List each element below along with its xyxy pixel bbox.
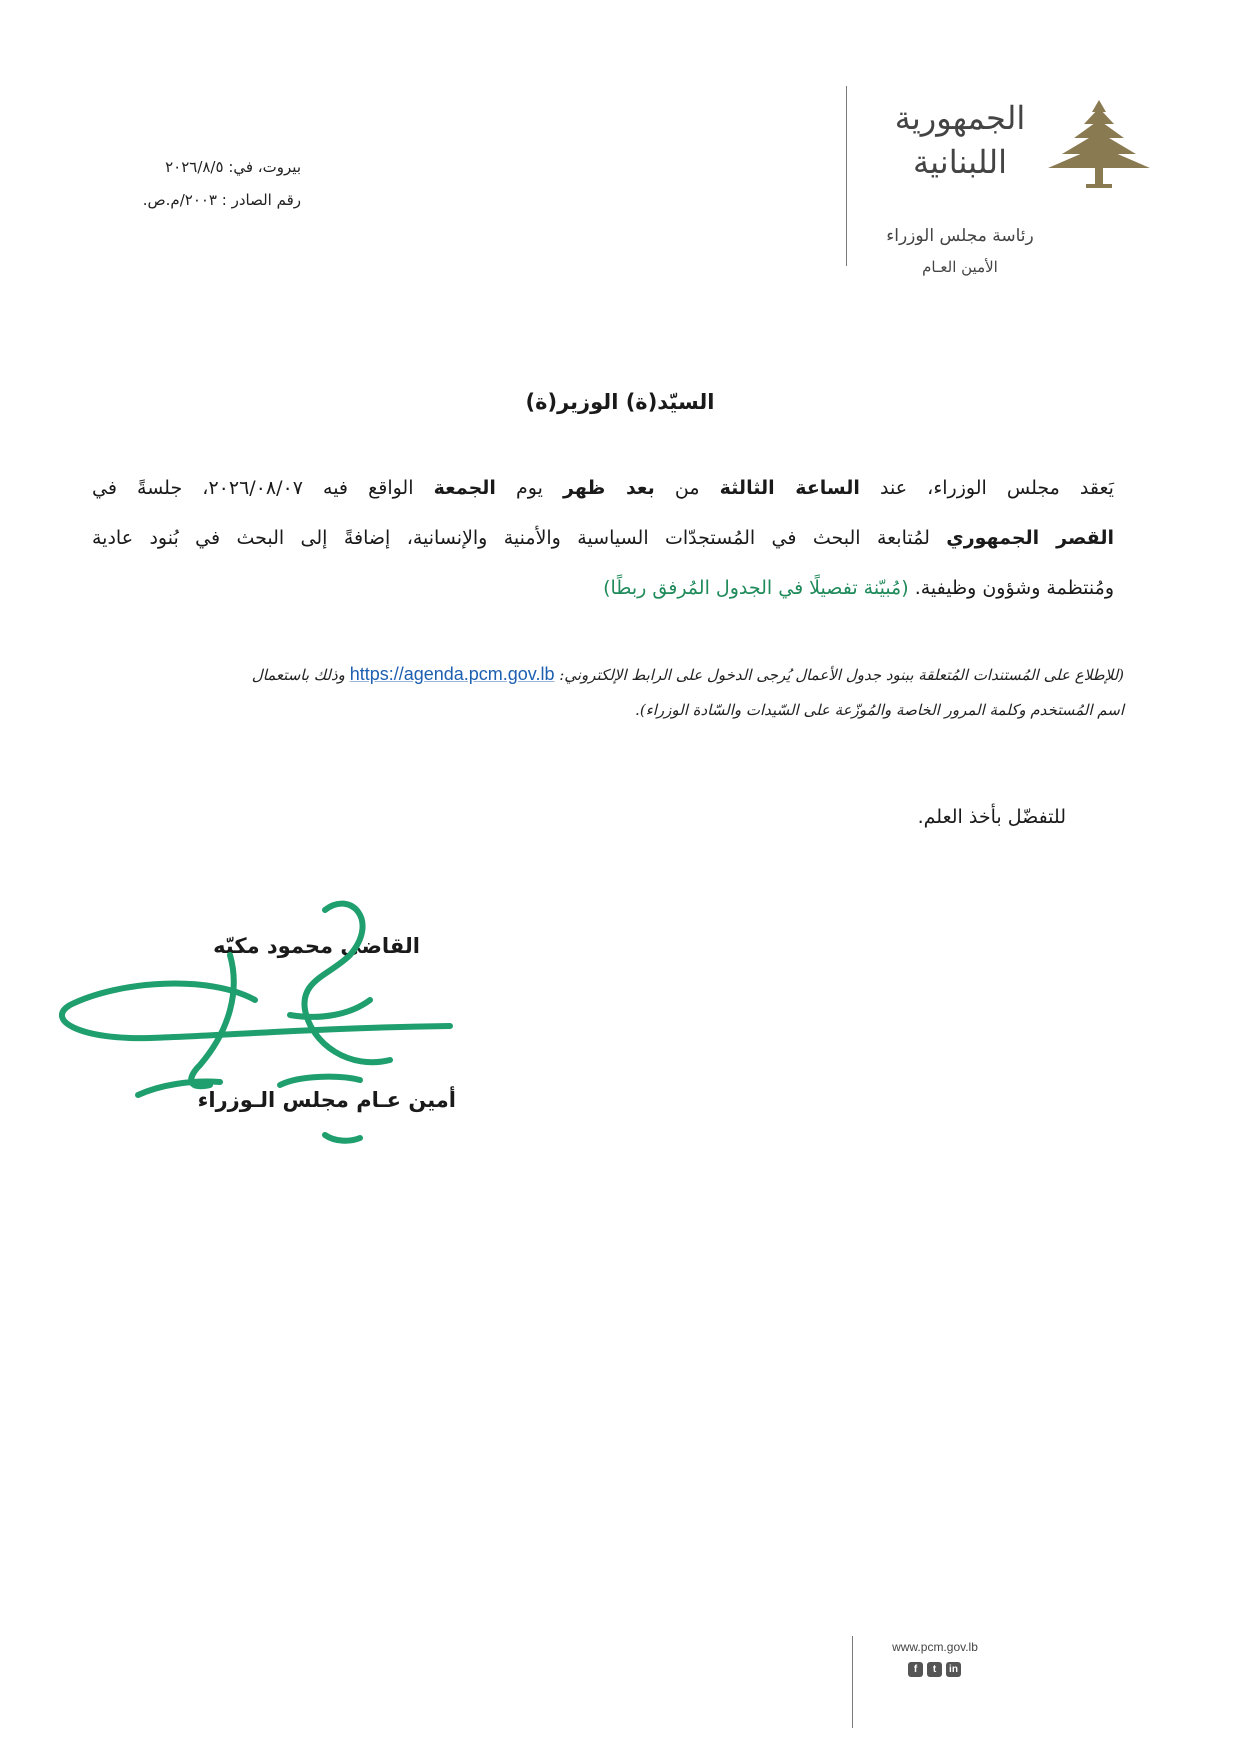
agenda-link[interactable]: https://agenda.pcm.gov.lb — [349, 664, 555, 684]
agenda-note: (للإطلاع على المُستندات المُتعلقة ببنود جدول الأعمال يُرجى الدخول على الرابط الإلكتروني: https://agenda.pcm.gov.lb وذلك باستعمال — [251, 664, 1124, 684]
letterhead-divider — [846, 86, 847, 266]
letterhead-line-2: اللبنانية — [912, 143, 1007, 181]
body-line-1: يَعقد مجلس الوزراء، عند الساعة الثالثة من بعد ظهر يوم الجمعة الواقع فيه ٢٠٢٦/٠٨/٠٧، جلسةً في — [92, 477, 1114, 499]
letter-date: بيروت، في: ٢٠٢٦/٨/٥ — [165, 158, 301, 176]
body-line-2: القصر الجمهوري لمُتابعة البحث في المُستجدّات السياسية والأمنية والإنسانية، إضافةً إلى البحث في بُنود عادية — [92, 527, 1114, 549]
signatory-title: أمين عـام مجلس الـوزراء — [197, 1088, 456, 1112]
cedar-emblem-icon — [1046, 98, 1152, 194]
linkedin-icon[interactable]: in — [946, 1662, 961, 1677]
body-line-3: ومُنتظمة وشؤون وظيفية. (مُبيّنة تفصيلًا في الجدول المُرفق ربطًا) — [603, 577, 1114, 599]
attachment-note: (مُبيّنة تفصيلًا في الجدول المُرفق ربطًا) — [603, 577, 909, 599]
signatory-name: القاضي محمود مكيّه — [213, 934, 420, 958]
letterhead-line-1: الجمهورية — [894, 99, 1026, 137]
handwritten-signature — [50, 880, 470, 1180]
twitter-icon[interactable]: t — [927, 1662, 942, 1677]
letter-reference: رقم الصادر : ٢٠٠٣/م.ص. — [142, 191, 301, 209]
facebook-icon[interactable]: f — [908, 1662, 923, 1677]
closing-line: للتفضّل بأخذ العلم. — [917, 806, 1066, 828]
footer-divider — [852, 1636, 853, 1728]
agenda-note-line-2: اسم المُستخدم وكلمة المرور الخاصة والمُوزّعة على السّيدات والسّادة الوزراء). — [635, 701, 1124, 719]
letterhead-office: رئاسة مجلس الوزراء — [886, 226, 1034, 246]
salutation: السيّد(ة) الوزير(ة) — [525, 390, 715, 414]
footer-website[interactable]: www.pcm.gov.lb — [892, 1640, 978, 1654]
letterhead-secretary-general: الأمين العـام — [922, 258, 998, 276]
